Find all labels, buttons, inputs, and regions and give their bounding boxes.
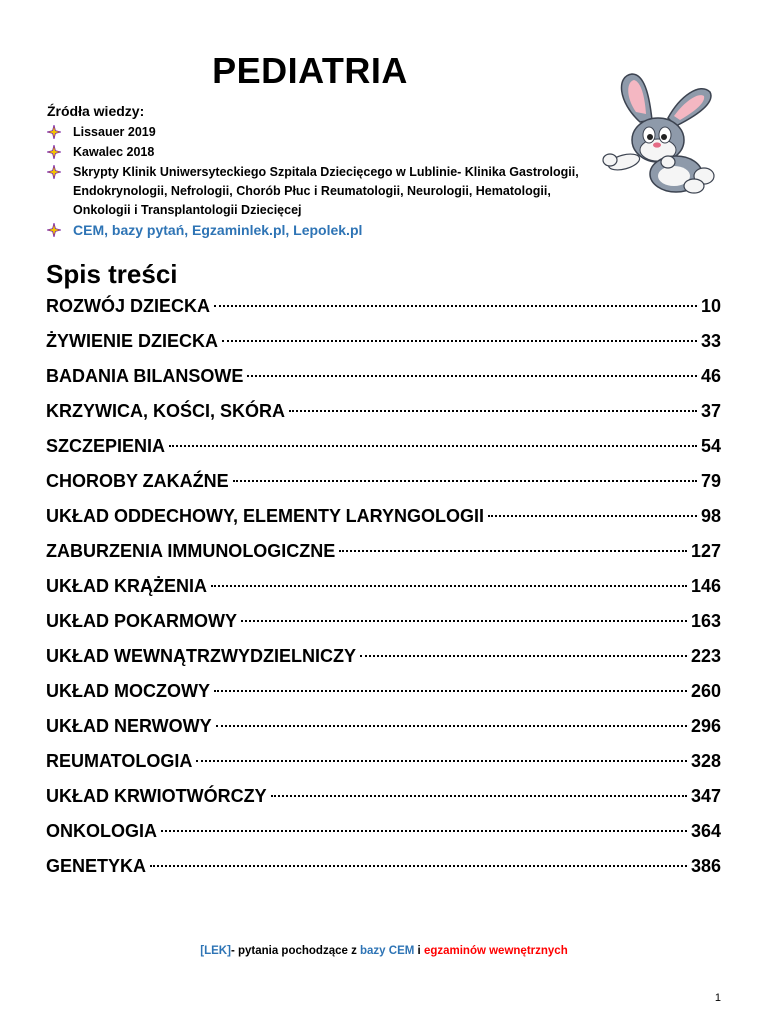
toc-leader-dots (214, 305, 697, 307)
toc-entry[interactable] (46, 821, 721, 856)
toc-entry-page: 163 (690, 611, 721, 631)
toc-entry[interactable] (46, 401, 721, 436)
toc-entry[interactable] (46, 576, 721, 611)
toc-entry-page: 10 (700, 296, 721, 316)
toc-entry-page: 37 (700, 401, 721, 421)
toc-entry-label: SZCZEPIENIA (46, 436, 166, 456)
toc-leader-dots (289, 410, 697, 412)
toc-heading: Spis treści (46, 259, 178, 289)
toc-entry-page: 347 (690, 786, 721, 806)
toc-entry[interactable] (46, 296, 721, 331)
toc-entry-label: UKŁAD ODDECHOWY, ELEMENTY LARYNGOLOGII (46, 506, 485, 526)
toc-leader-dots (222, 340, 697, 342)
toc-entry-label: UKŁAD MOCZOWY (46, 681, 210, 701)
toc-entry-label: BADANIA BILANSOWE (46, 366, 244, 386)
toc-entry-page: 98 (700, 506, 721, 526)
legend-internal-exams: egzaminów wewnętrznych (423, 945, 568, 957)
toc-leader-dots (488, 515, 697, 517)
toc-entry-label: UKŁAD WEWNĄTRZWYDZIELNICZY (46, 646, 356, 666)
toc-entry[interactable] (46, 506, 721, 541)
toc-entry[interactable] (46, 786, 721, 821)
toc-entry-page: 328 (690, 751, 721, 771)
toc-entry[interactable] (46, 611, 721, 646)
toc-entry[interactable] (46, 471, 721, 506)
toc-leader-dots (211, 585, 687, 587)
toc-entry-label: ROZWÓJ DZIECKA (46, 296, 210, 316)
toc-entry[interactable] (46, 646, 721, 681)
toc-entry[interactable] (46, 751, 721, 786)
four-point-star-bullet-icon (47, 145, 61, 159)
source-item (47, 123, 607, 142)
source-text-links: CEM, bazy pytań, Egzaminlek.pl, Lepolek.pl (73, 222, 363, 238)
toc-leader-dots (271, 795, 687, 797)
toc-entry-label: UKŁAD NERWOWY (46, 716, 212, 736)
toc-leader-dots (360, 655, 687, 657)
legend-note (0, 945, 768, 957)
four-point-star-bullet-icon (47, 125, 61, 139)
four-point-star-bullet-icon (47, 165, 61, 179)
toc-entry-label: CHOROBY ZAKAŹNE (46, 471, 229, 491)
sources-list (47, 123, 607, 241)
toc-entry-page: 46 (700, 366, 721, 386)
toc-entry[interactable] (46, 681, 721, 716)
baby-bunny-mascot-icon (588, 62, 728, 202)
legend-cem-source: bazy CEM (360, 945, 415, 957)
toc-leader-dots (196, 760, 687, 762)
toc-leader-dots (241, 620, 687, 622)
source-text: Skrypty Klinik Uniwersyteckiego Szpitala Dziecięcego w Lublinie- Klinika Gastrologii, Endokrynologii, Nefrologii, Chorób Płuc i Reumatologii, Neurologii, Hematologii, Onkologii i Transplantologii Dziecięcej (73, 165, 579, 217)
toc-leader-dots (161, 830, 687, 832)
legend-connector: i (414, 945, 424, 957)
toc-leader-dots (150, 865, 687, 867)
legend-text: - pytania pochodzące z (230, 945, 361, 957)
toc-leader-dots (339, 550, 687, 552)
toc-entry-page: 223 (690, 646, 721, 666)
toc-entry[interactable] (46, 331, 721, 366)
toc-entry-label: KRZYWICA, KOŚCI, SKÓRA (46, 401, 286, 421)
page-title: PEDIATRIA (212, 50, 408, 91)
toc-entry[interactable] (46, 541, 721, 576)
toc-entry-page: 54 (700, 436, 721, 456)
source-text: Kawalec 2018 (73, 145, 155, 159)
toc-leader-dots (214, 690, 687, 692)
toc-leader-dots (233, 480, 697, 482)
lek-tag: [LEK] (200, 945, 231, 957)
toc-entry-page: 260 (690, 681, 721, 701)
source-item (47, 221, 607, 240)
toc-entry[interactable] (46, 436, 721, 471)
toc-entry[interactable] (46, 366, 721, 401)
toc-entry-label: UKŁAD POKARMOWY (46, 611, 237, 631)
toc-entry-page: 127 (690, 541, 721, 561)
source-item (47, 163, 607, 220)
toc-entry-label: ONKOLOGIA (46, 821, 157, 841)
toc-entry-page: 386 (690, 856, 721, 876)
toc-leader-dots (169, 445, 697, 447)
toc-entry-page: 296 (690, 716, 721, 736)
sources-heading: Źródła wiedzy: (47, 103, 145, 119)
toc-entry-label: UKŁAD KRWIOTWÓRCZY (46, 786, 267, 806)
toc-entry-page: 33 (700, 331, 721, 351)
page-number: 1 (714, 992, 721, 1004)
toc-entry-label: REUMATOLOGIA (46, 751, 193, 771)
toc-entry[interactable] (46, 856, 721, 891)
table-of-contents (46, 296, 721, 891)
toc-entry[interactable] (46, 716, 721, 751)
toc-leader-dots (216, 725, 687, 727)
toc-entry-page: 146 (690, 576, 721, 596)
source-item (47, 143, 607, 162)
source-text: Lissauer 2019 (73, 125, 156, 139)
four-point-star-bullet-icon (47, 223, 61, 237)
toc-entry-page: 364 (690, 821, 721, 841)
toc-entry-label: ZABURZENIA IMMUNOLOGICZNE (46, 541, 336, 561)
toc-entry-label: GENETYKA (46, 856, 147, 876)
toc-leader-dots (247, 375, 697, 377)
toc-entry-label: UKŁAD KRĄŻENIA (46, 576, 207, 596)
toc-entry-page: 79 (700, 471, 721, 491)
toc-entry-label: ŻYWIENIE DZIECKA (46, 331, 219, 351)
